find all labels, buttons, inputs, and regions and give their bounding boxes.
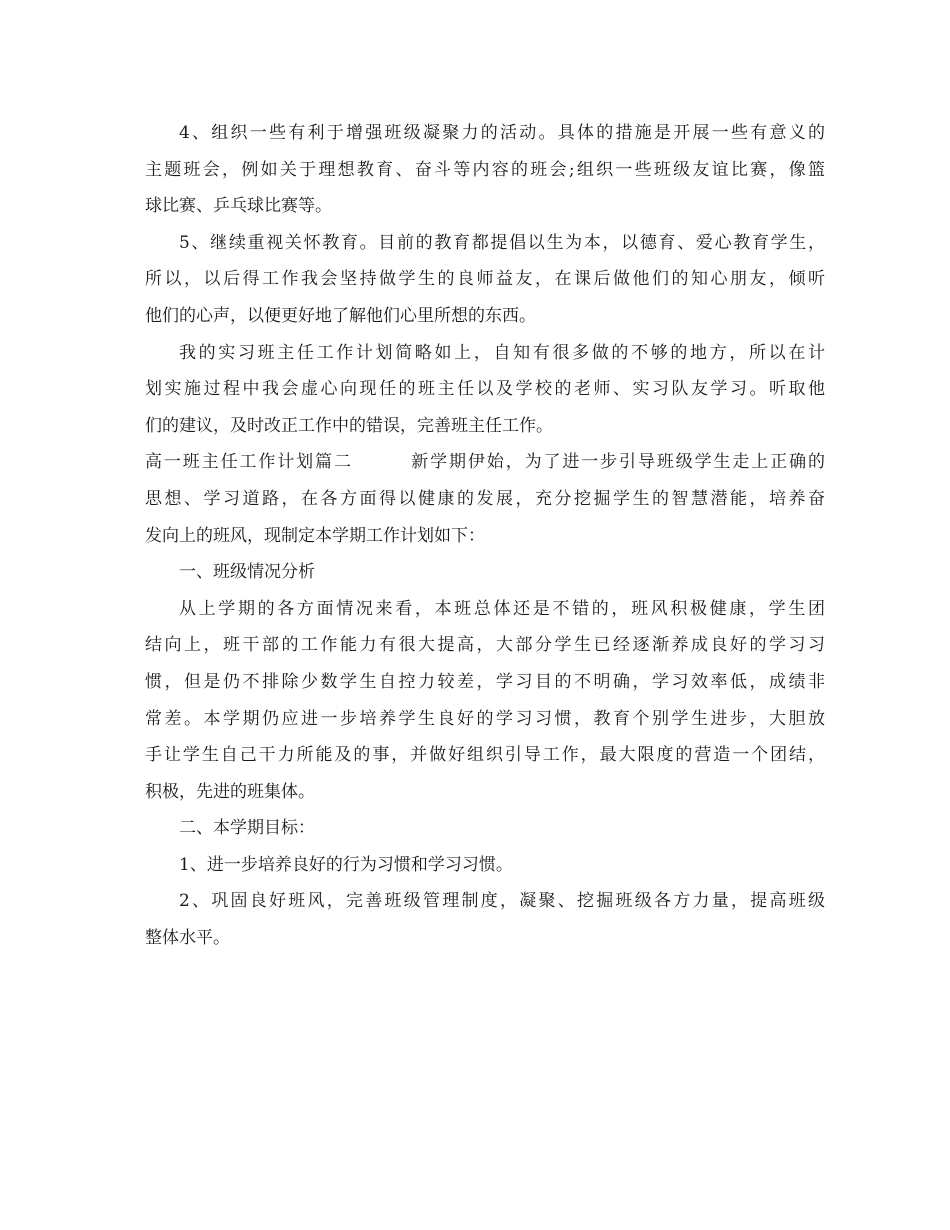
text-line: 球比赛、乒乓球比赛等。 xyxy=(145,196,332,217)
text-line: 从上学期的各方面情况来看，本班总体还是不错的，班风积极健康，学生团 xyxy=(179,598,825,619)
text-line: 常差。本学期仍应进一步培养学生良好的学习习惯，教育个别学生进步，大胆放 xyxy=(145,708,825,729)
text-line: 发向上的班风，现制定本学期工作计划如下： xyxy=(145,525,485,546)
text-line: 划实施过程中我会虚心向现任的班主任以及学校的老师、实习队友学习。听取他 xyxy=(145,379,825,400)
text-line: 结向上，班干部的工作能力有很大提高，大部分学生已经逐渐养成良好的学习习 xyxy=(145,635,825,656)
text-line: 主题班会，例如关于理想教育、奋斗等内容的班会;组织一些班级友谊比赛，像篮 xyxy=(145,159,825,180)
section-heading-line: 高一班主任工作计划篇二 新学期伊始，为了进一步引导班级学生走上正确的 xyxy=(145,452,825,473)
section-heading-line: 二、本学期目标： xyxy=(179,818,315,839)
section-heading-line: 一、班级情况分析 xyxy=(179,562,315,583)
text-line: 1、进一步培养良好的行为习惯和学习习惯。 xyxy=(179,854,513,875)
text-line: 我的实习班主任工作计划简略如上，自知有很多做的不够的地方，所以在计 xyxy=(179,342,825,363)
text-line: 2、巩固良好班风，完善班级管理制度，凝聚、挖掘班级各方力量，提高班级 xyxy=(179,891,825,912)
text-line: 们的建议，及时改正工作中的错误，完善班主任工作。 xyxy=(145,415,553,436)
document-body xyxy=(145,115,825,957)
text-line: 他们的心声，以便更好地了解他们心里所想的东西。 xyxy=(145,305,536,326)
text-line: 手让学生自己干力所能及的事，并做好组织引导工作，最大限度的营造一个团结， xyxy=(145,745,825,766)
text-line: 所以，以后得工作我会坚持做学生的良师益友，在课后做他们的知心朋友，倾听 xyxy=(145,269,825,290)
text-line: 整体水平。 xyxy=(145,928,230,949)
text-line: 4、组织一些有利于增强班级凝聚力的活动。具体的措施是开展一些有意义的 xyxy=(179,123,825,143)
text-line: 思想、学习道路，在各方面得以健康的发展，充分挖掘学生的智慧潜能，培养奋 xyxy=(145,488,825,509)
text-line: 惯，但是仍不排除少数学生自控力较差，学习目的不明确，学习效率低，成绩非 xyxy=(145,671,825,692)
text-line: 5、继续重视关怀教育。目前的教育都提倡以生为本，以德育、爱心教育学生， xyxy=(179,232,825,253)
text-line: 积极，先进的班集体。 xyxy=(145,781,315,802)
